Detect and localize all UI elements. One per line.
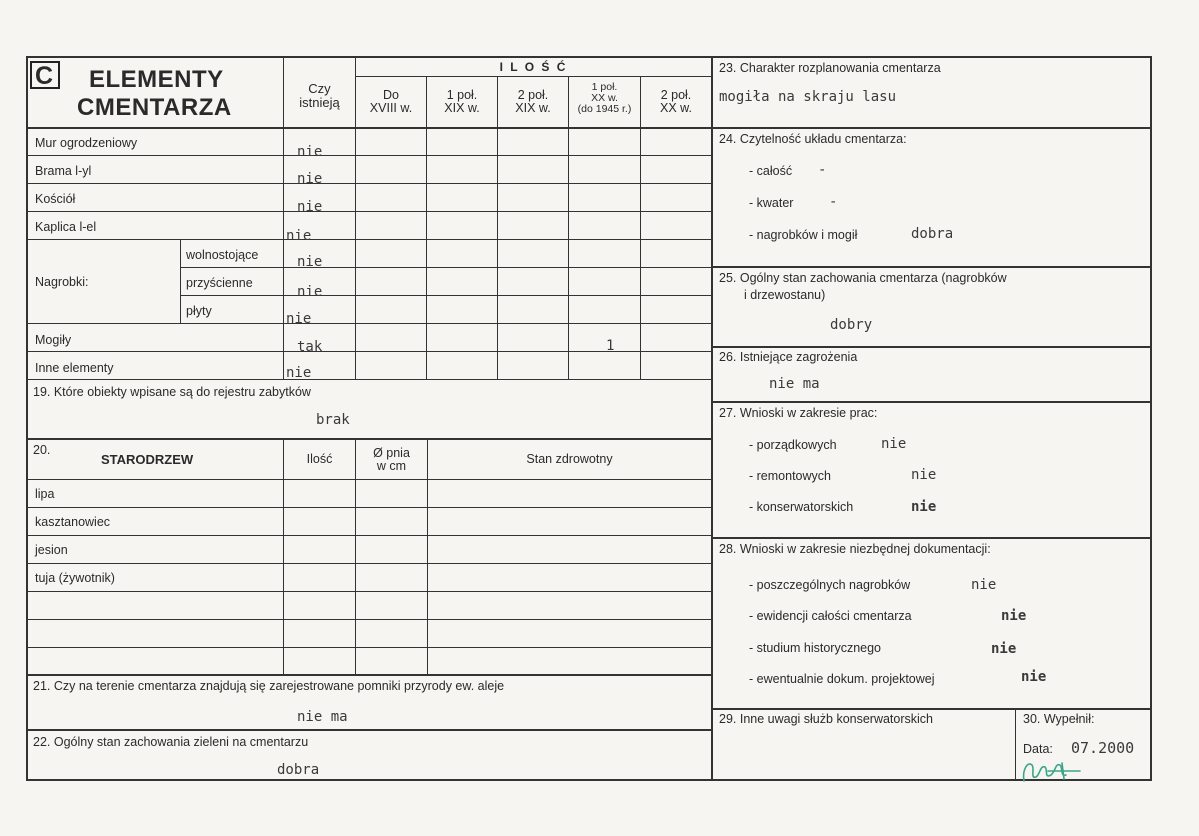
exists-value-chapel: nie [286,228,312,244]
q27-item-cleanup: - porządkowych [749,438,837,452]
q28-item-design-docs: - ewentualnie dokum. projektowej [749,672,935,686]
graves-quantity-1945: 1 [606,338,615,354]
q23-answer: mogiła na skraju lasu [719,89,897,105]
row-label-chapel: Kaplica l-el [35,220,97,234]
q27-value-conservation: nie [911,499,937,515]
q28-value-individual-graves: nie [971,577,997,593]
section-title-line2: CMENTARZA [77,94,232,121]
q30-label: 30. Wypełnił: [1023,712,1095,726]
nagrobki-label: Nagrobki: [35,275,89,289]
trees-number: 20. [33,443,51,457]
period-header-4: 1 poł. XX w. (do 1945 r.) [577,81,632,116]
q19-answer: brak [316,412,350,428]
period-header-2: 1 poł. XIX w. [444,88,480,116]
row-label-wall-mounted: przyścienne [186,276,253,290]
q21-answer: nie ma [297,709,348,725]
period-header-1: Do XVIII w. [369,88,413,116]
q26-answer: nie ma [769,376,820,392]
exists-value-gate: nie [297,171,323,187]
tree-row-linden: lipa [35,487,55,501]
quantity-header: I L O Ś Ć [499,60,568,74]
q27-item-conservation: - konserwatorskich [749,500,854,514]
q25-label-line2: i drzewostanu) [744,288,826,302]
exists-value-wall: nie [297,144,323,160]
q28-value-design-docs: nie [1021,669,1047,685]
row-label-freestanding: wolnostojące [186,248,259,262]
trees-health-header: Stan zdrowotny [526,452,613,466]
period-header-5: 2 poł. XX w. [660,88,692,116]
q24-item-quarters: - kwater [749,196,794,210]
exists-value-freestanding: nie [297,254,323,270]
q28-value-historical-study: nie [991,641,1017,657]
q24-label: 24. Czytelność układu cmentarza: [719,132,907,146]
q24-value-quarters: - [829,194,838,210]
tree-row-thuja: tuja (żywotnik) [35,571,115,585]
q25-answer: dobry [830,317,873,333]
q30-date-value: 07.2000 [1071,739,1135,757]
section-letter: C [35,62,54,90]
row-label-other: Inne elementy [35,361,114,375]
q24-value-graves: dobra [911,226,954,242]
tree-row-chestnut: kasztanowiec [35,515,111,529]
exists-header: Czy istnieją [299,81,340,110]
period-header-3: 2 poł. XIX w. [515,88,551,116]
q28-item-historical-study: - studium historycznego [749,641,882,655]
signature [1018,755,1088,785]
q24-item-whole: - całość [749,164,793,178]
section-title-line1: ELEMENTY [89,66,224,93]
q22-label: 22. Ogólny stan zachowania zieleni na cmentarzu [33,735,309,749]
exists-value-graves: tak [297,339,323,355]
exists-value-slabs: nie [286,311,312,327]
row-label-graves: Mogiły [35,333,72,347]
q29-label: 29. Inne uwagi służb konserwatorskich [719,712,934,726]
q24-item-graves: - nagrobków i mogił [749,228,858,242]
trees-title: STARODRZEW [101,452,194,467]
q22-answer: dobra [277,762,320,778]
q25-label-line1: 25. Ogólny stan zachowania cmentarza (nagrobków [719,271,1007,285]
trees-qty-header: Ilość [306,452,333,466]
q21-label: 21. Czy na terenie cmentarza znajdują się zarejestrowane pomniki przyrody ew. aleje [33,679,505,693]
q28-value-records: nie [1001,608,1027,624]
exists-value-church: nie [297,199,323,215]
q30-date-label: Data: [1023,742,1053,756]
row-label-gate: Brama l-yl [35,164,92,178]
q19-label: 19. Które obiekty wpisane są do rejestru zabytków [33,385,311,399]
q24-value-whole: - [818,162,827,178]
q23-label: 23. Charakter rozplanowania cmentarza [719,61,941,75]
q26-label: 26. Istniejące zagrożenia [719,350,858,364]
q28-label: 28. Wnioski w zakresie niezbędnej dokumentacji: [719,542,991,556]
q28-item-records: - ewidencji całości cmentarza [749,609,912,623]
q27-label: 27. Wnioski w zakresie prac: [719,406,878,420]
q27-value-cleanup: nie [881,436,907,452]
row-label-wall: Mur ogrodzeniowy [35,136,138,150]
exists-value-other: nie [286,365,312,381]
tree-row-ash: jesion [35,543,68,557]
exists-value-wall-mounted: nie [297,284,323,300]
row-label-slabs: płyty [186,304,212,318]
q27-item-repair: - remontowych [749,469,831,483]
row-label-church: Kościół [35,192,76,206]
trees-diameter-header: Ø pnia w cm [373,446,410,474]
q27-value-repair: nie [911,467,937,483]
q28-item-individual-graves: - poszczególnych nagrobków [749,578,911,592]
